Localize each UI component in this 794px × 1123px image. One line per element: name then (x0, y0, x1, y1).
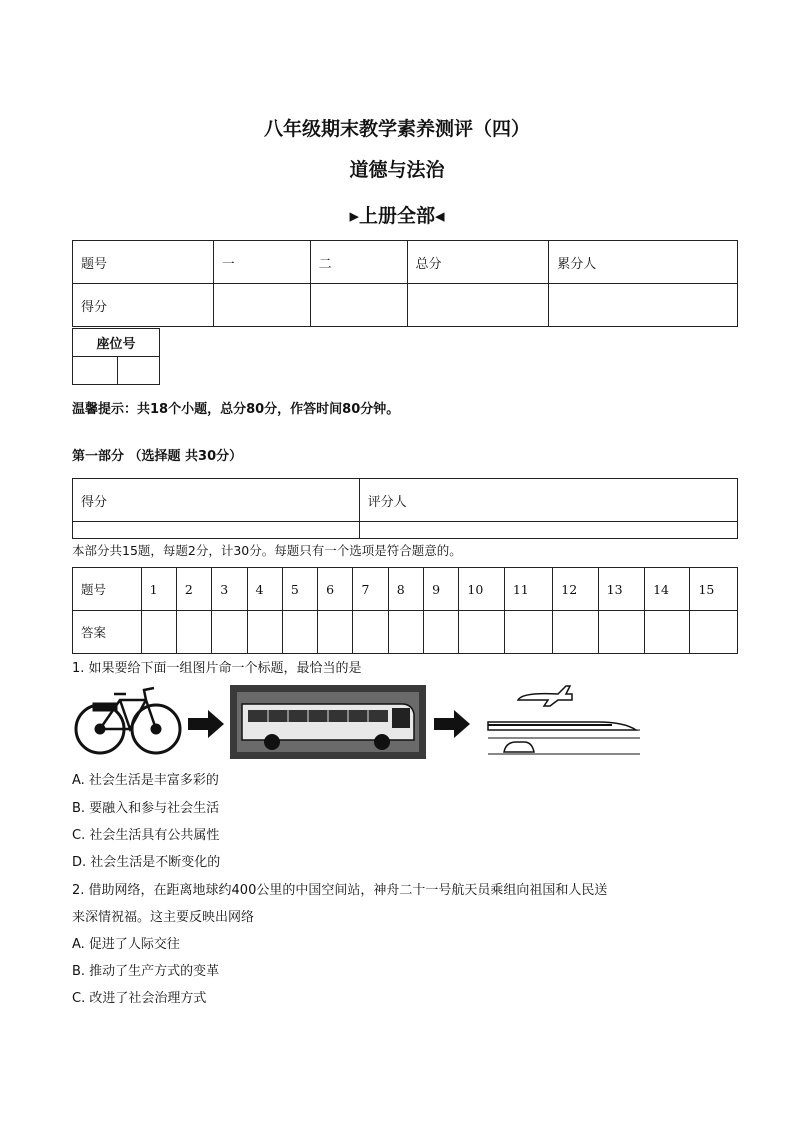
subject-title: 道德与法治 (349, 159, 445, 181)
answer-number: 1 (141, 568, 176, 611)
grader-score-cell[interactable] (73, 522, 360, 539)
question-2-stem-line1: 2. 借助网络，在距离地球约400公里的中国空间站，神舟二十一号航天员乘组向祖国和人民送 (72, 883, 608, 898)
answer-cell[interactable] (176, 611, 211, 654)
answer-number: 15 (690, 568, 738, 611)
arrow-right-icon (434, 710, 470, 738)
answer-number: 6 (318, 568, 353, 611)
answer-cell[interactable] (598, 611, 644, 654)
answer-number: 13 (598, 568, 644, 611)
grader-table (72, 478, 738, 539)
answer-cell[interactable] (141, 611, 176, 654)
score-cell[interactable] (549, 284, 738, 327)
question-1-option-d: D. 社会生活是不断变化的 (72, 855, 221, 870)
score-header-cell: 题号 (73, 241, 214, 284)
question-2-option-c: C. 改进了社会治理方式 (72, 991, 207, 1006)
grader-score-label: 得分 (73, 479, 360, 522)
answer-number: 12 (553, 568, 598, 611)
answer-number: 9 (424, 568, 459, 611)
answer-number: 2 (176, 568, 211, 611)
question-1-option-b: B. 要融入和参与社会生活 (72, 801, 220, 816)
seat-number-label: 座位号 (73, 329, 160, 357)
answer-cell[interactable] (212, 611, 247, 654)
score-cell[interactable] (310, 284, 407, 327)
score-table (72, 240, 738, 327)
answer-cell[interactable] (645, 611, 690, 654)
answer-cell[interactable] (553, 611, 598, 654)
answer-number: 4 (247, 568, 282, 611)
seat-number-cell[interactable] (73, 357, 118, 385)
answer-number: 14 (645, 568, 690, 611)
answer-cell[interactable] (318, 611, 353, 654)
answer-number: 8 (388, 568, 423, 611)
exam-tip: 温馨提示：共18个小题，总分80分，作答时间80分钟。 (72, 402, 400, 417)
answer-number: 11 (504, 568, 552, 611)
question-1-option-a: A. 社会生活是丰富多彩的 (72, 773, 219, 788)
bus-icon (230, 685, 426, 759)
question-1-stem: 1. 如果要给下面一组图片命一个标题，最恰当的是 (72, 661, 362, 676)
answer-cell[interactable] (459, 611, 504, 654)
answer-cell[interactable] (504, 611, 552, 654)
answer-cell[interactable] (282, 611, 317, 654)
part1-rule: 本部分共15题，每题2分，计30分。每题只有一个选项是符合题意的。 (72, 543, 462, 558)
answer-cell[interactable] (388, 611, 423, 654)
scope-title: ▸上册全部◂ (349, 205, 445, 227)
part1-title: 第一部分 （选择题 共30分） (72, 449, 243, 464)
question-2-option-b: B. 推动了生产方式的变革 (72, 964, 220, 979)
score-header-cell: 二 (310, 241, 407, 284)
score-cell[interactable] (407, 284, 549, 327)
exam-title: 八年级期末教学素养测评（四） (263, 118, 530, 140)
seat-number-box (72, 328, 160, 385)
score-cell[interactable] (213, 284, 310, 327)
answer-number: 7 (353, 568, 388, 611)
seat-number-cell[interactable] (118, 357, 160, 385)
bicycle-icon (76, 688, 180, 753)
question-2-stem-line2: 来深情祝福。这主要反映出网络 (72, 910, 255, 925)
question-2-option-a: A. 促进了人际交往 (72, 937, 180, 952)
score-header-cell: 累分人 (549, 241, 738, 284)
grader-name-label: 评分人 (359, 479, 737, 522)
arrow-right-icon (188, 710, 224, 738)
question-1-option-c: C. 社会生活具有公共属性 (72, 828, 220, 843)
score-row-label: 得分 (73, 284, 214, 327)
answer-cell[interactable] (424, 611, 459, 654)
transport-icon (488, 686, 640, 754)
question-1-image-strip (72, 682, 642, 762)
answer-cell[interactable] (690, 611, 738, 654)
answer-number: 5 (282, 568, 317, 611)
answer-table (72, 567, 738, 654)
answer-row-label: 答案 (73, 611, 142, 654)
grader-name-cell[interactable] (359, 522, 737, 539)
score-header-cell: 总分 (407, 241, 549, 284)
answer-cell[interactable] (247, 611, 282, 654)
answer-number: 3 (212, 568, 247, 611)
score-header-cell: 一 (213, 241, 310, 284)
answer-number-label: 题号 (73, 568, 142, 611)
answer-number: 10 (459, 568, 504, 611)
answer-cell[interactable] (353, 611, 388, 654)
